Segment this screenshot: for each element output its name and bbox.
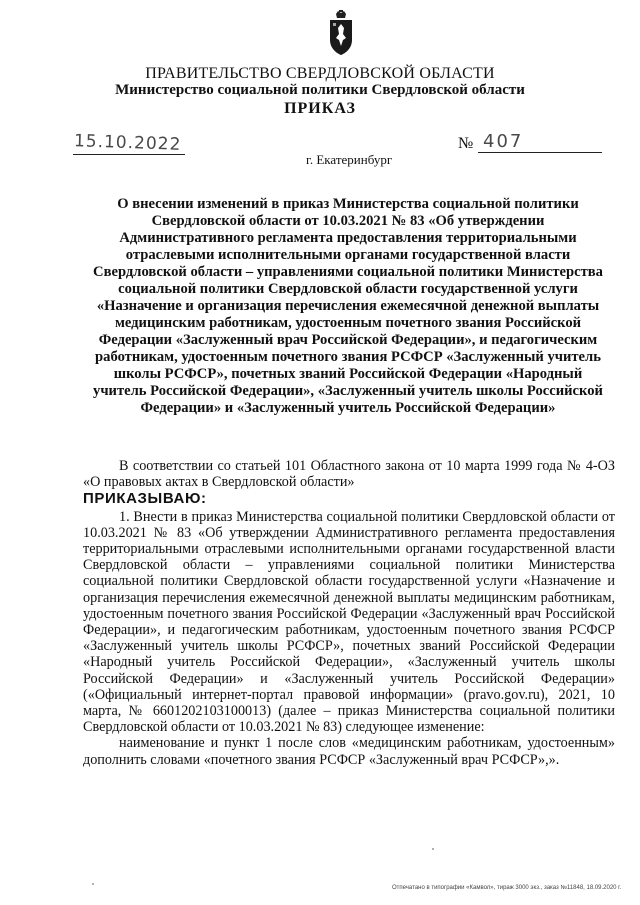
order-title: О внесении изменений в приказ Министерства социальной политики Свердловской области от 10.03.2021 № 83 «Об утверждении Административного регламента предоставления территориальными отраслевыми исполнительными органами государственной власти Свердловской области – управлениями социальной политики Министерства социальной политики Свердловской области государственной услуги «Назначение и организация перечисления ежемесячной денежной выплаты медицинским работникам, удостоенным почетного звания Российской Федерации «Заслуженный врач Российской Федерации», и педагогическим работникам, удостоенным почетного звания РСФСР «Заслуженный учитель школы РСФСР», почетных званий Российской Федерации «Народный учитель Российской Федерации», «Заслуженный учитель школы Российской Федерации» и «Заслуженный учитель Российской Федерации» <box>93 196 603 416</box>
item-1-change-paragraph: наименование и пункт 1 после слов «медицинским работникам, удостоенным» дополнить словами «почетного звания РСФСР «Заслуженный врач РСФСР»,». <box>83 735 615 768</box>
city-label: г. Екатеринбург <box>306 152 393 167</box>
item-1-paragraph: 1. Внести в приказ Министерства социальной политики Свердловской области от 10.03.2021 № 83 «Об утверждении Административного регламента предоставления территориальными отраслевыми исполнительными органами государственной власти Свердловской области – управлениями социальной политики Министерства социальной политики Свердловской области государственной услуги «Назначение и организация перечисления ежемесячной денежной выплаты медицинским работникам, удостоенным почетного звания Российской Федерации «Заслуженный врач Российской Федерации», и педагогическим работникам, удостоенным почетного звания РСФСР «Заслуженный учитель школы РСФСР», почетных званий Российской Федерации «Народный учитель Российской Федерации», «Заслуженный учитель школы Российской Федерации» и «Заслуженный учитель Российской Федерации» («Официальный интернет-портал правовой информации» (pravo.gov.ru), 2021, 10 марта, № 6601202103100013) (далее – приказ Министерства социальной политики Свердловской области от 10.03.2021 № 83) следующее изменение: <box>83 508 615 736</box>
handwritten-date: 15.10.2022 <box>73 131 182 155</box>
number-underline <box>478 152 602 153</box>
government-heading: ПРАВИТЕЛЬСТВО СВЕРДЛОВСКОЙ ОБЛАСТИ <box>145 65 495 82</box>
date-underline <box>73 154 185 155</box>
document-type-heading: ПРИКАЗ <box>284 100 356 117</box>
ministry-heading: Министерство социальной политики Свердловской области <box>115 82 525 98</box>
number-label: № <box>458 135 474 152</box>
order-body <box>83 458 615 768</box>
command-heading: ПРИКАЗЫВАЮ: <box>83 490 207 508</box>
preamble-paragraph: В соответствии со статьей 101 Областного закона от 10 марта 1999 года № 4-ОЗ «О правовых актах в Свердловской области» <box>83 458 615 491</box>
scan-speck <box>432 848 434 850</box>
scan-speck <box>92 883 94 885</box>
print-imprint: Отпечатано в типографии «Камвол», тираж 3000 экз., заказ №11848, 18.09.2020 г. <box>392 885 622 891</box>
handwritten-number: 407 <box>483 131 524 152</box>
coat-of-arms-emblem-icon <box>327 10 355 56</box>
